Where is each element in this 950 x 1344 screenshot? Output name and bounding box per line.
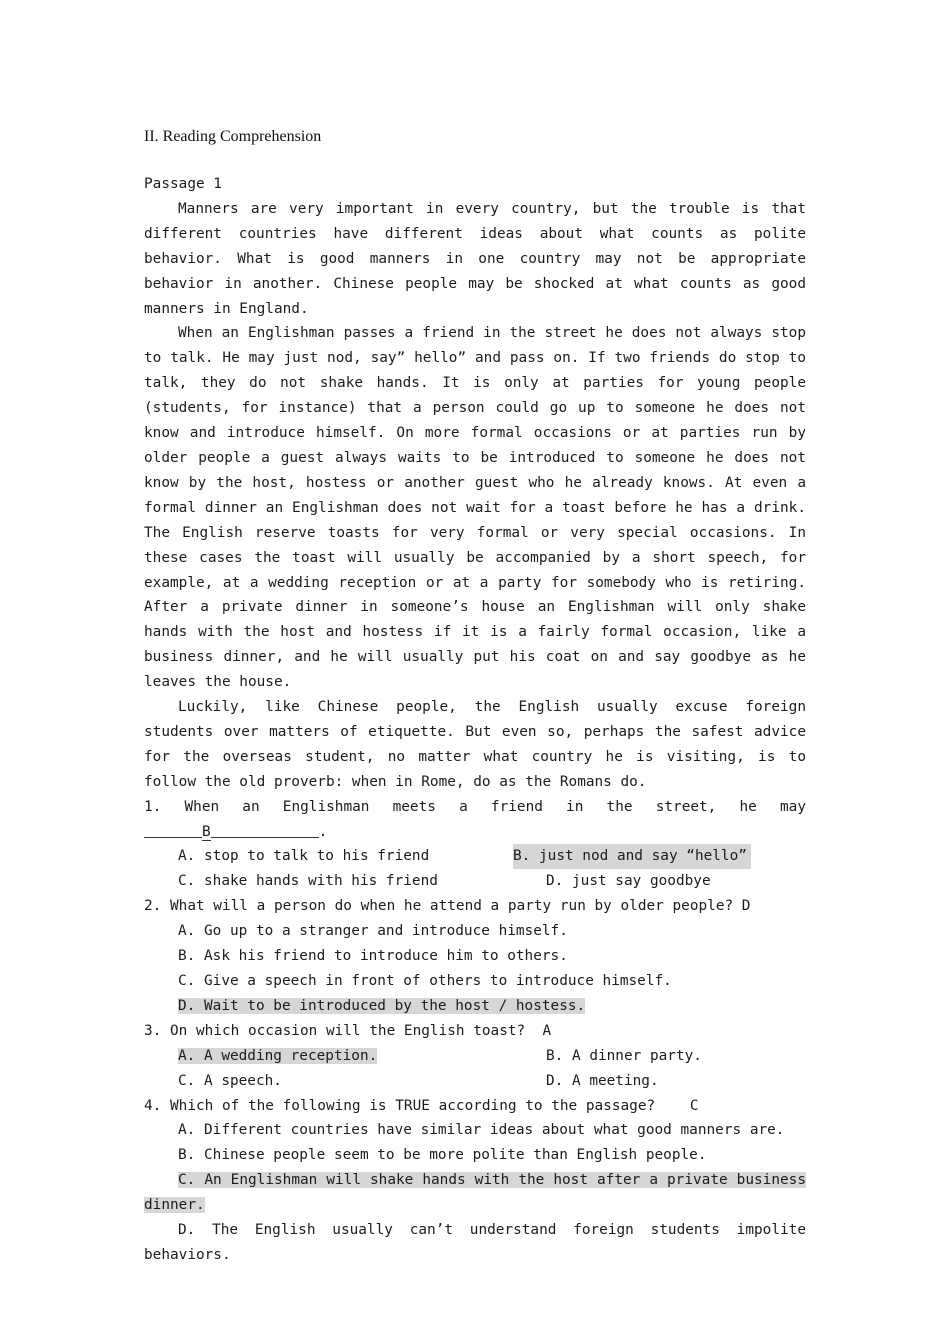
question-2-option-c: C. Give a speech in front of others to introduce himself. [178, 973, 672, 989]
passage-paragraph-1: Manners are very important in every country, but the trouble is that different countries have different ideas about what counts as polite behavior. What is good manners in one country may not be appropriate behavior in another. Chinese people may be shocked at what counts as good manners in England. [144, 200, 806, 317]
question-4 [144, 1094, 806, 1268]
question-4-stem: 4. Which of the following is TRUE according to the passage? C [144, 1097, 699, 1114]
question-4-option-b: B. Chinese people seem to be more polite than English people. [178, 1147, 707, 1164]
question-4-option-d: D. The English usually can’t understand foreign students impolite behaviors. [144, 1222, 806, 1263]
question-4-option-a: A. Different countries have similar ideas about what good manners are. [178, 1122, 785, 1139]
question-1-stem: 1. When an Englishman meets a friend in the street, he may [144, 798, 806, 815]
question-1-option-a: A. stop to talk to his friend [178, 848, 430, 865]
question-1-stem-end: . [318, 823, 328, 840]
question-2-stem: 2. What will a person do when he attend a party run by older people? D [144, 898, 751, 915]
question-1 [144, 795, 806, 895]
question-3 [144, 1019, 806, 1094]
question-3-option-b: B. A dinner party. [546, 1047, 702, 1064]
answer-blank-right [211, 821, 319, 838]
question-3-option-a-cell [144, 1044, 546, 1069]
question-2-option-d-line [144, 994, 806, 1019]
question-3-stem: 3. On which occasion will the English toast? A [144, 1022, 552, 1039]
question-3-options-row-1 [144, 1044, 806, 1069]
question-1-options-row-2 [144, 869, 806, 894]
question-1-answer-line [144, 820, 806, 845]
passage-label: Passage 1 [144, 176, 222, 192]
question-3-option-a: A. A wedding reception. [178, 1047, 378, 1064]
question-2-option-b: B. Ask his friend to introduce him to others. [178, 948, 568, 965]
question-1-option-b: B. just nod and say “hello” [513, 844, 751, 869]
question-3-option-c: C. A speech. [178, 1072, 282, 1089]
question-1-option-d: D. just say goodbye [546, 873, 711, 890]
passage-paragraph-2: When an Englishman passes a friend in the street he does not always stop to talk. He may just nod, sayˮ helloˮ and pass on. If two friends do stop to talk, they do not shake hands. It is only at parties for young people (students, for instance) that a person could go up to someone he does not know and introduce himself. On more formal occasions or at parties run by older people a guest always waits to be introduced to someone he does not know by the host, hostess or another guest who he already knows. At even a formal dinner an Englishman does not wait for a toast before he has a drink. The English reserve toasts for very formal or very special occasions. In these cases the toast will usually be accompanied by a short speech, for example, at a wedding reception or at a party for somebody who is retiring. After a private dinner in someone’s house an Englishman will only shake hands with the host and hostess if it is a fairly formal occasion, like a business dinner, and he will usually put his coat on and say goodbye as he leaves the house. [144, 325, 806, 691]
passage-paragraph-3: Luckily, like Chinese people, the English usually excuse foreign students over matters of etiquette. But even so, perhaps the safest advice for the overseas student, no matter what country he is visiting, is to follow the old proverb: when in Rome, do as the Romans do. [144, 699, 806, 790]
section-title: II. Reading Comprehension [144, 128, 322, 145]
question-4-option-c: C. An Englishman will shake hands with the host after a private business dinner. [144, 1172, 806, 1214]
question-4-option-c-line [144, 1168, 806, 1218]
question-2-option-d: D. Wait to be introduced by the host / hostess. [178, 997, 586, 1014]
question-2 [144, 894, 806, 1019]
question-1-inline-answer: B [202, 823, 211, 840]
question-2-option-a: A. Go up to a stranger and introduce himself. [178, 923, 568, 940]
question-1-option-c: C. shake hands with his friend [178, 873, 438, 890]
question-3-option-d: D. A meeting. [546, 1072, 659, 1089]
question-1-options-row-1 [144, 844, 806, 869]
document-content [144, 126, 806, 1268]
answer-blank-left [144, 821, 202, 838]
question-3-options-row-2 [144, 1069, 806, 1094]
